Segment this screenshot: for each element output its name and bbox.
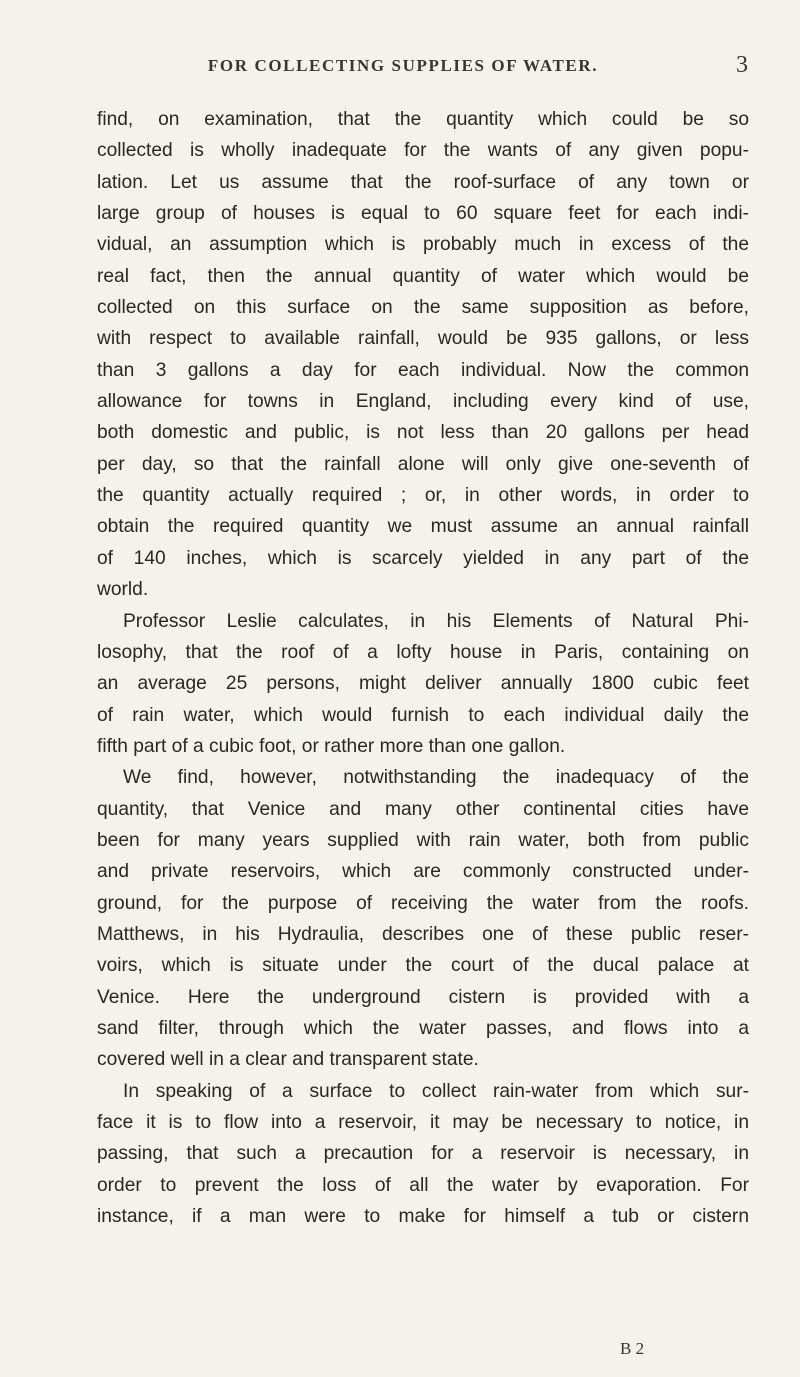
text-line: sand filter, through which the water passes, and flows into a <box>97 1017 749 1039</box>
text-line: voirs, which is situate under the court of the ducal palace at <box>97 955 749 977</box>
text-line: of rain water, which would furnish to each individual daily the <box>97 704 749 726</box>
text-line: with respect to available rainfall, would be 935 gallons, or less <box>97 328 749 350</box>
text-line: passing, that such a precaution for a reservoir is necessary, in <box>97 1143 749 1165</box>
text-line: We find, however, notwithstanding the inadequacy of the <box>123 767 749 789</box>
text-line: real fact, then the annual quantity of water which would be <box>97 265 749 287</box>
text-line: find, on examination, that the quantity which could be so <box>97 109 749 130</box>
text-line: collected is wholly inadequate for the wants of any given popu- <box>97 140 749 162</box>
page-number: 3 <box>736 52 748 78</box>
text-line: fifth part of a cubic foot, or rather more than one gallon. <box>97 735 566 757</box>
text-line: Venice. Here the underground cistern is provided with a <box>97 986 749 1008</box>
text-line: than 3 gallons a day for each individual. Now the common <box>97 359 749 381</box>
text-line: both domestic and public, is not less than 20 gallons per head <box>97 422 749 444</box>
text-line: the quantity actually required ; or, in other words, in order to <box>97 485 749 507</box>
text-line: instance, if a man were to make for himself a tub or cistern <box>97 1206 749 1228</box>
text-line: In speaking of a surface to collect rain-water from which sur- <box>123 1080 749 1102</box>
body-text <box>97 104 749 1232</box>
text-line: lation. Let us assume that the roof-surface of any town or <box>97 171 749 193</box>
text-line: allowance for towns in England, including every kind of use, <box>97 391 749 413</box>
text-line: per day, so that the rainfall alone will only give one-seventh of <box>97 453 749 475</box>
text-line: collected on this surface on the same supposition as before, <box>97 297 749 319</box>
text-line: been for many years supplied with rain water, both from public <box>97 829 749 851</box>
text-line: of 140 inches, which is scarcely yielded in any part of the <box>97 547 749 569</box>
text-line: world. <box>97 579 149 601</box>
text-line: obtain the required quantity we must assume an annual rainfall <box>97 516 749 538</box>
text-line: quantity, that Venice and many other continental cities have <box>97 798 749 820</box>
text-line: face it is to flow into a reservoir, it may be necessary to notice, in <box>97 1112 749 1133</box>
text-line: Matthews, in his Hydraulia, describes one of these public reser- <box>97 923 749 945</box>
text-line: vidual, an assumption which is probably much in excess of the <box>97 234 749 256</box>
text-line: ground, for the purpose of receiving the water from the roofs. <box>97 892 749 914</box>
text-line: losophy, that the roof of a lofty house in Paris, containing on <box>97 641 749 663</box>
text-line: Professor Leslie calculates, in his Elements of Natural Phi- <box>123 610 749 632</box>
text-line: order to prevent the loss of all the water by evaporation. For <box>97 1174 749 1196</box>
signature-mark: B 2 <box>620 1339 645 1358</box>
text-line: large group of houses is equal to 60 square feet for each indi- <box>97 203 749 225</box>
text-line: an average 25 persons, might deliver annually 1800 cubic feet <box>97 673 749 695</box>
text-line: covered well in a clear and transparent state. <box>97 1049 479 1071</box>
running-head <box>98 52 748 86</box>
running-title: FOR COLLECTING SUPPLIES OF WATER. <box>207 56 599 75</box>
text-line: and private reservoirs, which are commonly constructed under- <box>97 861 749 883</box>
